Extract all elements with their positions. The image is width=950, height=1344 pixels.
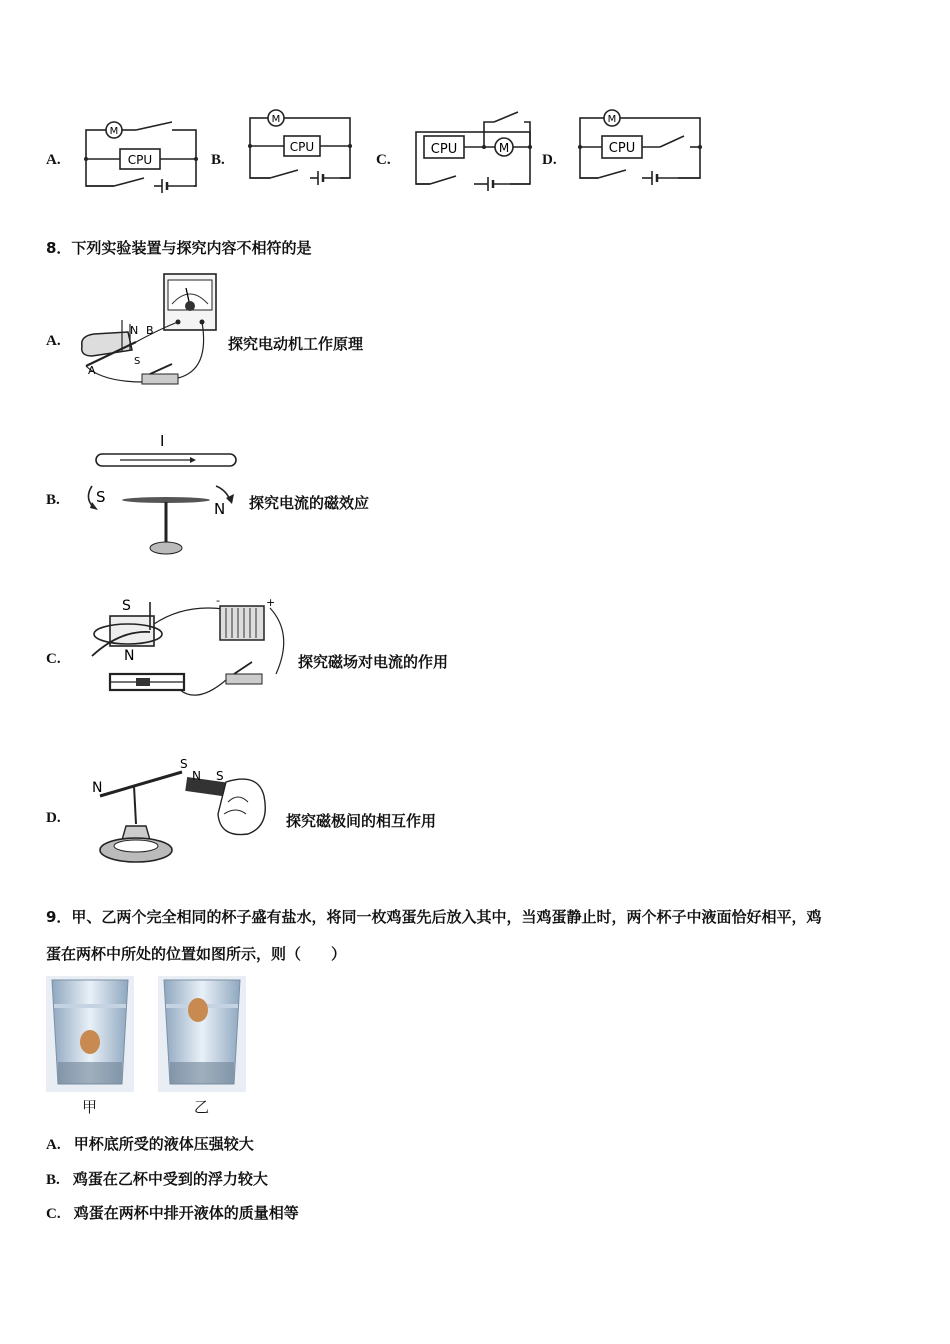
q8-option-c-figure bbox=[80, 594, 294, 706]
q9-stem-line1: 9．甲、乙两个完全相同的杯子盛有盐水，将同一枚鸡蛋先后放入其中，当鸡蛋静止时，两个杯子中液面恰好相平，鸡 bbox=[46, 908, 822, 926]
fig-label: A bbox=[88, 364, 96, 377]
q8-option-a-text: 探究电动机工作原理 bbox=[228, 335, 364, 353]
fig-label: + bbox=[266, 596, 276, 609]
q9-option-b-text: 鸡蛋在乙杯中受到的浮力较大 bbox=[72, 1170, 268, 1188]
fig-label: N bbox=[214, 500, 226, 518]
q8-option-b-label: B. bbox=[46, 492, 60, 508]
q7-option-c-circuit bbox=[406, 110, 536, 196]
cpu-label: CPU bbox=[608, 141, 636, 156]
cpu-label: CPU bbox=[289, 140, 315, 154]
cpu-label: CPU bbox=[430, 142, 458, 157]
cup-yi-caption: 乙 bbox=[194, 1098, 210, 1116]
q9-option-c-label: C. bbox=[46, 1206, 61, 1222]
q8-option-b-figure bbox=[80, 428, 244, 560]
q8-option-b-text: 探究电流的磁效应 bbox=[249, 494, 370, 512]
q8-option-d-label: D. bbox=[46, 810, 61, 826]
cup-yi-image bbox=[158, 976, 246, 1092]
q8-option-c-label: C. bbox=[46, 651, 61, 667]
q8-option-d-figure bbox=[88, 752, 282, 870]
q9-option-c-text: 鸡蛋在两杯中排开液体的质量相等 bbox=[73, 1204, 299, 1222]
q7-option-a-label: A. bbox=[46, 152, 61, 168]
q7-option-d-label: D. bbox=[542, 152, 557, 168]
q9-option-b bbox=[46, 1168, 268, 1189]
q9-option-a-text: 甲杯底所受的液体压强较大 bbox=[73, 1135, 254, 1153]
q7-option-c-label: C. bbox=[376, 152, 391, 168]
q8-option-a-figure bbox=[72, 270, 222, 396]
cpu-label: CPU bbox=[127, 153, 153, 167]
fig-label: S bbox=[134, 356, 141, 367]
fig-label: S bbox=[122, 598, 131, 614]
fig-label: N bbox=[92, 780, 103, 796]
q7-option-d-circuit bbox=[572, 102, 708, 188]
cup-jia-image bbox=[46, 976, 134, 1092]
q9-option-c bbox=[46, 1202, 299, 1223]
q8-option-a-label: A. bbox=[46, 333, 61, 349]
fig-label: B bbox=[146, 324, 154, 337]
motor-symbol: M bbox=[498, 141, 510, 155]
fig-label: N bbox=[124, 648, 135, 664]
q9-option-a-label: A. bbox=[46, 1137, 61, 1153]
q9-option-a bbox=[46, 1133, 254, 1154]
fig-label: S bbox=[216, 769, 224, 783]
motor-symbol: M bbox=[607, 114, 617, 125]
fig-label: S bbox=[180, 757, 188, 771]
fig-label: - bbox=[216, 594, 220, 607]
fig-label: N bbox=[130, 324, 139, 337]
q8-option-d-text: 探究磁极间的相互作用 bbox=[286, 812, 437, 830]
fig-label: N bbox=[192, 769, 201, 783]
cup-jia-caption: 甲 bbox=[82, 1098, 98, 1116]
q9-stem-line2: 蛋在两杯中所处的位置如图所示，则（ ） bbox=[46, 945, 347, 963]
fig-label: S bbox=[96, 488, 106, 506]
q7-option-b-circuit bbox=[240, 102, 360, 188]
q7-option-a-circuit bbox=[74, 116, 204, 194]
motor-symbol: M bbox=[109, 126, 119, 137]
motor-symbol: M bbox=[271, 114, 281, 125]
q9-option-b-label: B. bbox=[46, 1172, 60, 1188]
q7-option-b-label: B. bbox=[211, 152, 225, 168]
q8-option-c-text: 探究磁场对电流的作用 bbox=[298, 653, 449, 671]
q8-stem: 8．下列实验装置与探究内容不相符的是 bbox=[46, 239, 312, 257]
current-label: I bbox=[160, 432, 165, 450]
